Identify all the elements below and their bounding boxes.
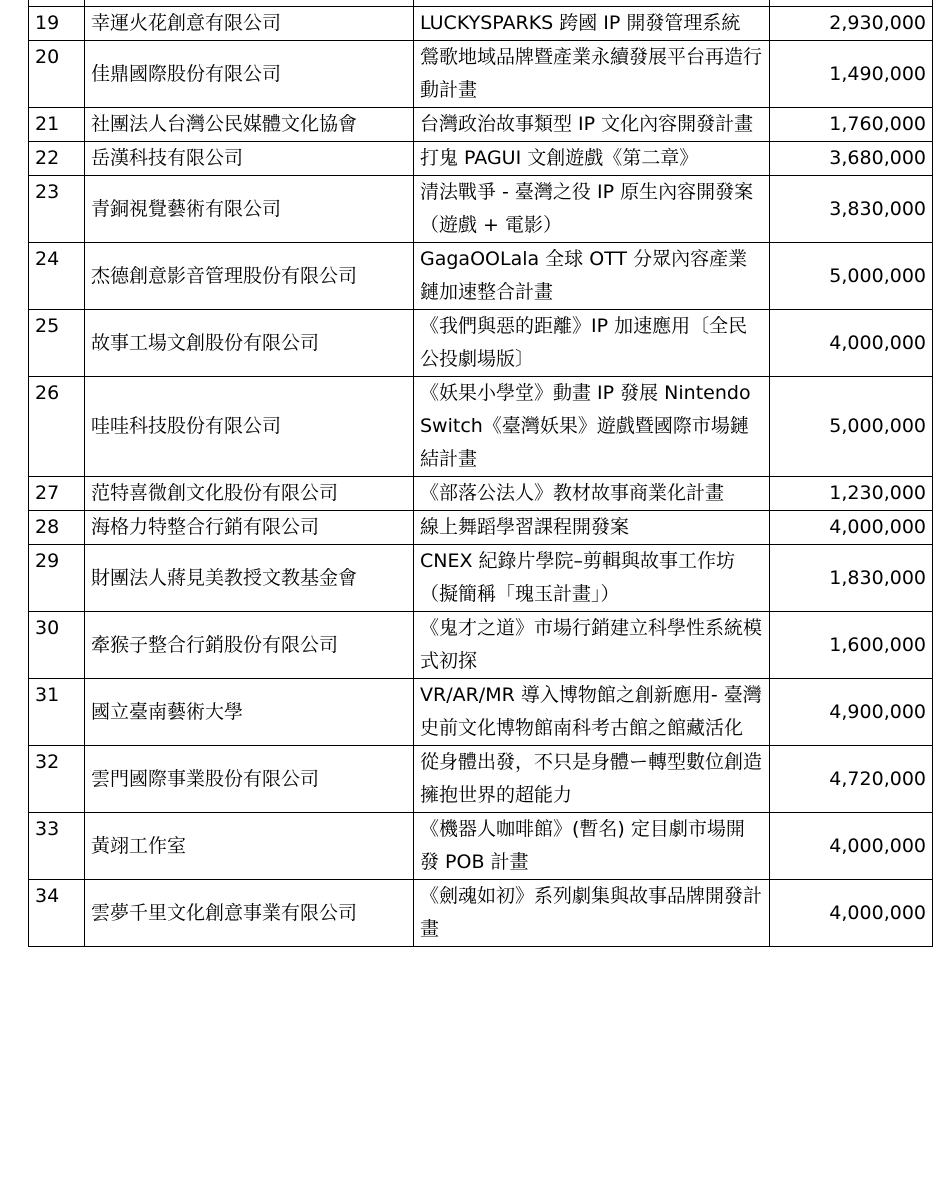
grant-amount: 4,000,000 <box>770 310 933 377</box>
organization-name: 黃翊工作室 <box>85 813 414 880</box>
project-title: 鶯歌地域品牌暨產業永續發展平台再造行動計畫 <box>414 41 770 108</box>
row-number: 30 <box>29 612 85 679</box>
project-title: CNEX 紀錄片學院–剪輯與故事工作坊（擬簡稱「瑰玉計畫」） <box>414 545 770 612</box>
row-number: 21 <box>29 108 85 142</box>
organization-name: 佳鼎國際股份有限公司 <box>85 41 414 108</box>
grant-table-body <box>29 0 933 947</box>
organization-name: 幸運火花創意有限公司 <box>85 7 414 41</box>
grant-amount: 1,490,000 <box>770 41 933 108</box>
row-number: 19 <box>29 7 85 41</box>
grant-amount: 4,000,000 <box>770 813 933 880</box>
organization-name: 青銅視覺藝術有限公司 <box>85 176 414 243</box>
row-number: 32 <box>29 746 85 813</box>
grant-amount: 5,000,000 <box>770 243 933 310</box>
row-number: 24 <box>29 243 85 310</box>
organization-name: 杰德創意影音管理股份有限公司 <box>85 243 414 310</box>
project-title: 線上舞蹈學習課程開發案 <box>414 511 770 545</box>
organization-name: 岳漢科技有限公司 <box>85 142 414 176</box>
table-row <box>29 545 933 612</box>
organization-name: 哇哇科技股份有限公司 <box>85 377 414 477</box>
grant-amount: 5,000,000 <box>770 377 933 477</box>
table-row <box>29 142 933 176</box>
organization-name: 牽猴子整合行銷股份有限公司 <box>85 612 414 679</box>
grant-amount: 3,830,000 <box>770 176 933 243</box>
grant-amount: 3,680,000 <box>770 142 933 176</box>
organization-name: 海格力特整合行銷有限公司 <box>85 511 414 545</box>
table-row <box>29 746 933 813</box>
table-row <box>29 310 933 377</box>
table-row <box>29 377 933 477</box>
table-row <box>29 176 933 243</box>
organization-name: 財團法人蔣見美教授文教基金會 <box>85 545 414 612</box>
organization-name: 范特喜微創文化股份有限公司 <box>85 477 414 511</box>
grant-amount: 1,230,000 <box>770 477 933 511</box>
project-title: 打鬼 PAGUI 文創遊戲《第二章》 <box>414 142 770 176</box>
project-title: 台灣政治故事類型 IP 文化內容開發計畫 <box>414 108 770 142</box>
row-number: 33 <box>29 813 85 880</box>
grant-amount: 4,000,000 <box>770 880 933 947</box>
project-title: LUCKYSPARKS 跨國 IP 開發管理系統 <box>414 7 770 41</box>
project-title: GagaOOLala 全球 OTT 分眾內容產業鏈加速整合計畫 <box>414 243 770 310</box>
table-row <box>29 612 933 679</box>
grant-amount: 4,900,000 <box>770 679 933 746</box>
grant-amount: 4,720,000 <box>770 746 933 813</box>
row-number: 31 <box>29 679 85 746</box>
organization-name: 雲門國際事業股份有限公司 <box>85 746 414 813</box>
row-number: 34 <box>29 880 85 947</box>
table-row <box>29 813 933 880</box>
table-row <box>29 108 933 142</box>
table-row <box>29 243 933 310</box>
project-title: 《我們與惡的距離》IP 加速應用〔全民公投劇場版〕 <box>414 310 770 377</box>
row-number: 25 <box>29 310 85 377</box>
row-number: 20 <box>29 41 85 108</box>
project-title: 清法戰爭 - 臺灣之役 IP 原生內容開發案（遊戲 + 電影） <box>414 176 770 243</box>
grant-amount: 1,830,000 <box>770 545 933 612</box>
row-number: 27 <box>29 477 85 511</box>
organization-name: 故事工場文創股份有限公司 <box>85 310 414 377</box>
project-title: VR/AR/MR 導入博物館之創新應用- 臺灣史前文化博物館南科考古館之館藏活化 <box>414 679 770 746</box>
grant-amount: 2,930,000 <box>770 7 933 41</box>
project-title: 《妖果小學堂》動畫 IP 發展 Nintendo Switch《臺灣妖果》遊戲暨國際市場鏈結計畫 <box>414 377 770 477</box>
row-number: 22 <box>29 142 85 176</box>
table-row <box>29 880 933 947</box>
project-title: 從身體出發，不只是身體ー轉型數位創造擁抱世界的超能力 <box>414 746 770 813</box>
grant-table <box>28 0 933 947</box>
table-row <box>29 7 933 41</box>
row-number: 23 <box>29 176 85 243</box>
row-number: 28 <box>29 511 85 545</box>
row-number: 26 <box>29 377 85 477</box>
organization-name: 國立臺南藝術大學 <box>85 679 414 746</box>
project-title: 《部落公法人》教材故事商業化計畫 <box>414 477 770 511</box>
organization-name: 雲夢千里文化創意事業有限公司 <box>85 880 414 947</box>
project-title: 《鬼才之道》市場行銷建立科學性系統模式初探 <box>414 612 770 679</box>
table-row <box>29 511 933 545</box>
table-row <box>29 679 933 746</box>
grant-amount: 1,600,000 <box>770 612 933 679</box>
row-number: 29 <box>29 545 85 612</box>
grant-amount: 1,760,000 <box>770 108 933 142</box>
grant-amount: 4,000,000 <box>770 511 933 545</box>
table-row <box>29 477 933 511</box>
table-row <box>29 41 933 108</box>
organization-name: 社團法人台灣公民媒體文化協會 <box>85 108 414 142</box>
project-title: 《劍魂如初》系列劇集與故事品牌開發計畫 <box>414 880 770 947</box>
project-title: 《機器人咖啡館》(暫名) 定目劇市場開發 POB 計畫 <box>414 813 770 880</box>
